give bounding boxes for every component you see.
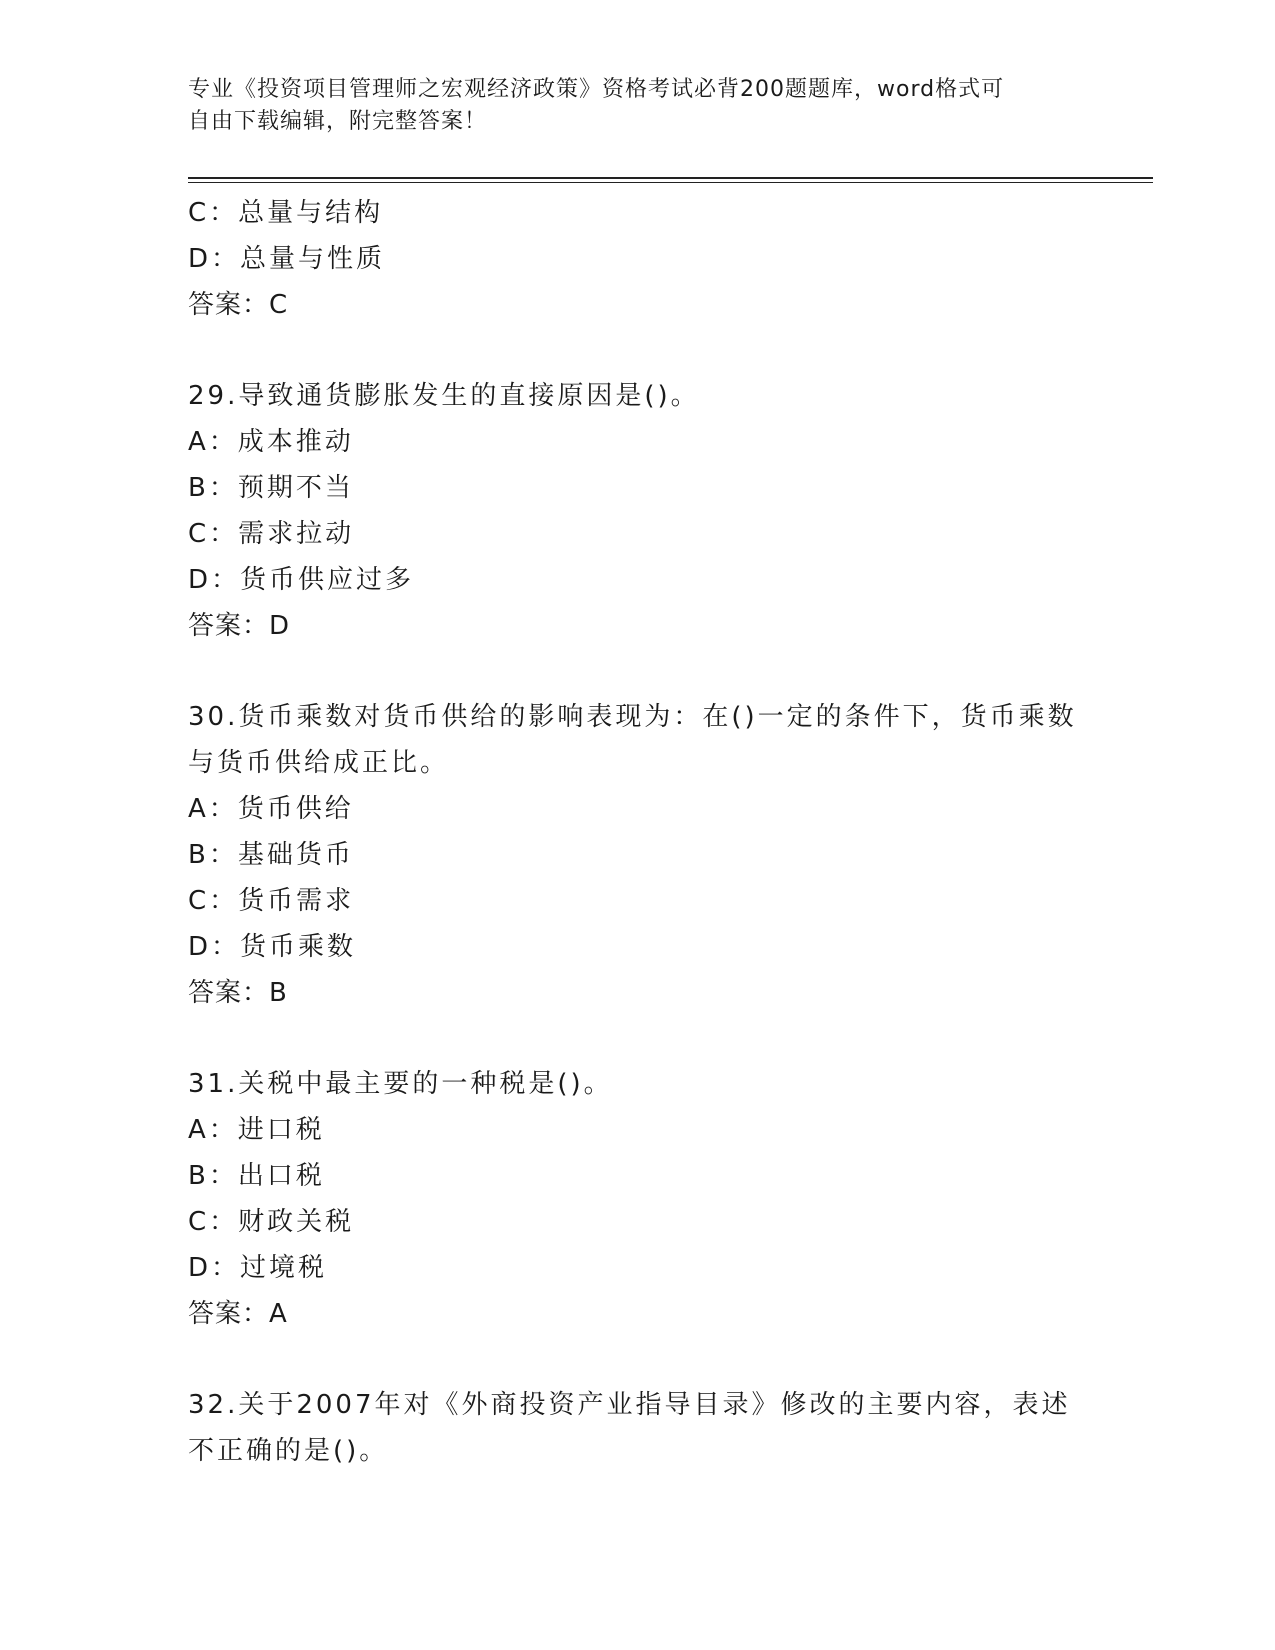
option-d: D：货币供应过多 (188, 565, 415, 595)
spacer (188, 328, 1108, 373)
question-30 (188, 694, 1108, 1016)
header-divider-thick (188, 177, 1153, 179)
spacer (188, 1337, 1108, 1382)
question-stem: 31.关税中最主要的一种税是()。 (188, 1069, 613, 1099)
option-b: B：出口税 (188, 1161, 325, 1191)
spacer (188, 649, 1108, 694)
question-28-continued (188, 190, 1108, 328)
question-list (188, 190, 1108, 1474)
answer-label: 答案：B (188, 978, 288, 1008)
question-32 (188, 1382, 1108, 1474)
option-c: C：财政关税 (188, 1207, 355, 1237)
answer-label: 答案：A (188, 1299, 288, 1329)
option-b: B：基础货币 (188, 840, 354, 870)
spacer (188, 1016, 1108, 1061)
document-header (188, 74, 1088, 138)
question-stem-line-2: 不正确的是()。 (188, 1436, 389, 1466)
option-c: C：需求拉动 (188, 519, 355, 549)
question-stem: 29.导致通货膨胀发生的直接原因是()。 (188, 381, 700, 411)
header-title-line-2: 自由下载编辑，附完整答案！ (188, 109, 488, 134)
answer-label: 答案：C (188, 290, 289, 320)
question-31 (188, 1061, 1108, 1337)
option-d: D：总量与性质 (188, 244, 386, 274)
option-a: A：成本推动 (188, 427, 354, 457)
header-title-line-1: 专业《投资项目管理师之宏观经济政策》资格考试必背200题题库，word格式可 (188, 77, 1005, 102)
question-stem-line-2: 与货币供给成正比。 (188, 748, 450, 778)
option-a: A：货币供给 (188, 794, 354, 824)
option-c: C：货币需求 (188, 886, 355, 916)
option-d: D：货币乘数 (188, 932, 357, 962)
option-d: D：过境税 (188, 1253, 328, 1283)
option-a: A：进口税 (188, 1115, 325, 1145)
question-stem-line-1: 32.关于2007年对《外商投资产业指导目录》修改的主要内容，表述 (188, 1390, 1071, 1420)
option-c: C：总量与结构 (188, 198, 384, 228)
answer-label: 答案：D (188, 611, 291, 641)
question-29 (188, 373, 1108, 649)
question-stem-line-1: 30.货币乘数对货币供给的影响表现为：在()一定的条件下，货币乘数 (188, 702, 1077, 732)
header-divider-thin (188, 182, 1153, 183)
option-b: B：预期不当 (188, 473, 354, 503)
